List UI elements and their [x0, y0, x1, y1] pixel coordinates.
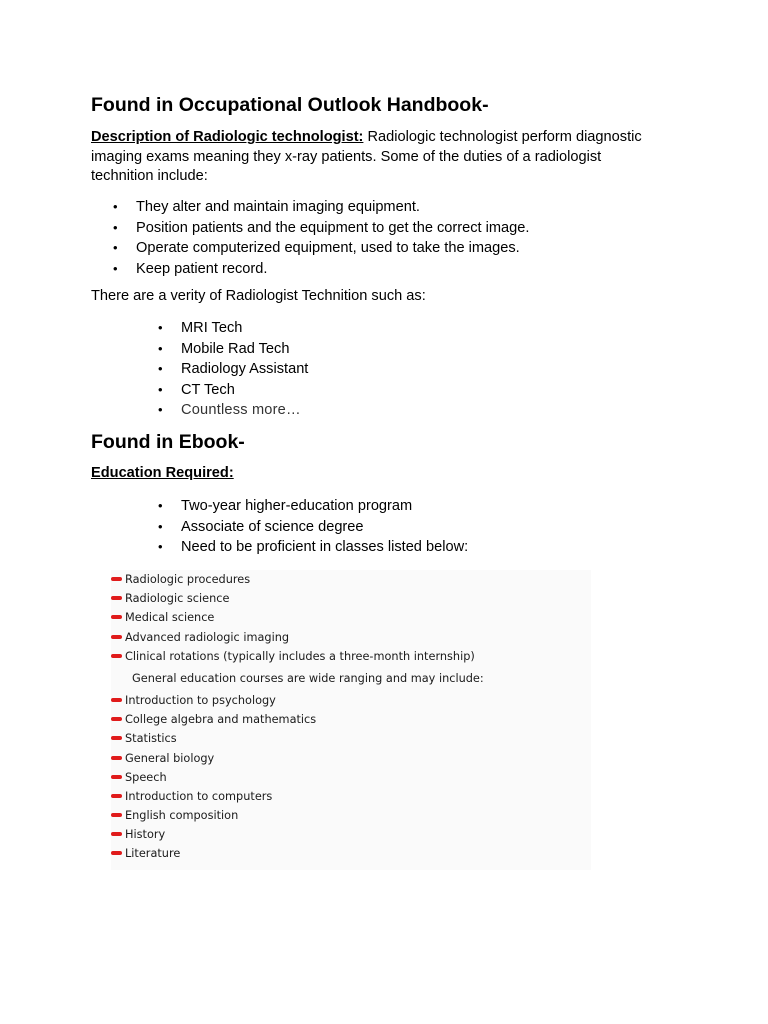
course-item: Advanced radiologic imaging [111, 628, 591, 647]
red-dash-icon [111, 813, 122, 817]
red-dash-icon [111, 832, 122, 836]
bullet-icon: • [158, 518, 163, 534]
red-dash-icon [111, 736, 122, 740]
bullet-icon: • [158, 539, 163, 554]
list-item: • Countless more… [181, 400, 308, 421]
duties-list [113, 197, 530, 279]
bullet-icon: • [113, 260, 118, 276]
list-item: • Two-year higher-education program [181, 496, 468, 517]
core-courses-list [111, 570, 591, 666]
course-item: Radiologic science [111, 589, 591, 608]
list-item: • Position patients and the equipment to get the correct image. [136, 218, 529, 239]
general-education-note: General education courses are wide ranging and may include: [132, 671, 484, 685]
education-label: Education Required: [91, 465, 234, 481]
bullet-icon: • [158, 498, 163, 513]
list-item: • Operate computerized equipment, used to take the images. [136, 238, 529, 259]
red-dash-icon [111, 851, 122, 855]
red-dash-icon [111, 717, 122, 721]
bullet-icon: • [158, 320, 163, 335]
description-text: Radiologic technologist perform diagnostic imaging exams meaning they x-ray patients. Some of the duties of a radiologist technition include: [91, 129, 642, 184]
course-item: Medical science [111, 608, 591, 627]
education-list [158, 496, 469, 558]
types-intro: There are a verity of Radiologist Technition such as: [91, 288, 426, 304]
description-paragraph [91, 128, 651, 187]
red-dash-icon [111, 794, 122, 798]
types-list [158, 318, 309, 421]
course-item: Radiologic procedures [111, 570, 591, 589]
heading-occupational-outlook: Found in Occupational Outlook Handbook- [91, 94, 489, 116]
list-item: • Associate of science degree [181, 517, 468, 538]
general-courses-list [111, 691, 591, 864]
description-label: Description of Radiologic technologist: [91, 129, 364, 145]
bullet-icon: • [158, 361, 163, 376]
course-item: History [111, 825, 591, 844]
bullet-icon: • [113, 219, 118, 235]
bullet-icon: • [158, 340, 163, 356]
course-item: Speech [111, 768, 591, 787]
list-item: • Need to be proficient in classes listed below: [181, 537, 468, 558]
list-item: • CT Tech [181, 380, 308, 401]
bullet-icon: • [158, 402, 163, 417]
course-item: Clinical rotations (typically includes a three-month internship) [111, 647, 591, 666]
list-item: • Mobile Rad Tech [181, 339, 308, 360]
course-item: Introduction to computers [111, 787, 591, 806]
red-dash-icon [111, 775, 122, 779]
list-item: • They alter and maintain imaging equipment. [136, 197, 529, 218]
list-item: • MRI Tech [181, 318, 308, 339]
red-dash-icon [111, 698, 122, 702]
bullet-icon: • [113, 199, 118, 214]
course-item: English composition [111, 806, 591, 825]
list-item: • Keep patient record. [136, 259, 529, 280]
courses-image [111, 570, 591, 870]
red-dash-icon [111, 577, 122, 581]
course-item: College algebra and mathematics [111, 710, 591, 729]
red-dash-icon [111, 635, 122, 639]
red-dash-icon [111, 596, 122, 600]
red-dash-icon [111, 615, 122, 619]
course-item: Introduction to psychology [111, 691, 591, 710]
list-item: • Radiology Assistant [181, 359, 308, 380]
bullet-icon: • [158, 381, 163, 397]
course-item: Literature [111, 844, 591, 863]
course-item: General biology [111, 749, 591, 768]
bullet-icon: • [113, 240, 118, 255]
red-dash-icon [111, 654, 122, 658]
course-item: Statistics [111, 729, 591, 748]
red-dash-icon [111, 756, 122, 760]
heading-ebook: Found in Ebook- [91, 431, 245, 453]
